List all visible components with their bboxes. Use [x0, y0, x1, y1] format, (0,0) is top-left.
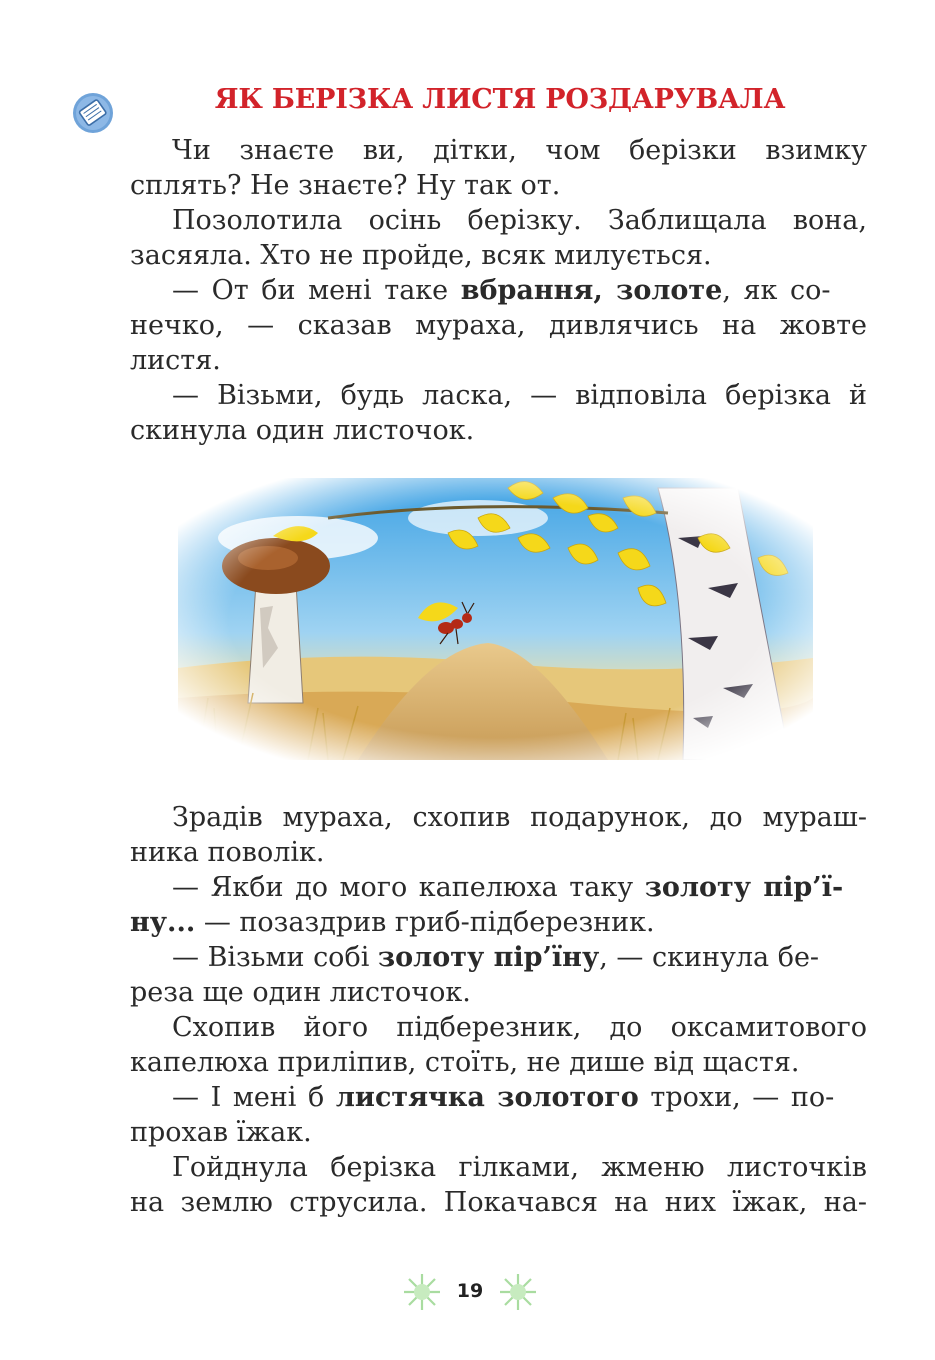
snowflake-right-icon — [498, 1272, 538, 1312]
paragraph-4: — Візьми, будь ласка, — відповіла берізка й скинула один листочок. — [130, 380, 867, 446]
page-footer — [400, 1268, 550, 1314]
paragraph-1: Чи знаєте ви, дітки, чом берізки взимку сплять? Не знаєте? Ну так от. — [130, 135, 867, 201]
story-title: ЯК БЕРІЗКА ЛИСТЯ РОЗДАРУВАЛА — [214, 84, 786, 115]
paragraph-6: — Якби до мого капелюха таку золоту пір’ї- ну... — позаздрив гриб-підберезник. — [130, 872, 844, 938]
paragraph-2: Позолотила осінь берізку. Заблищала вона, засяяла. Хто не пройде, всяк милується. — [130, 205, 867, 271]
page-number: 19 — [456, 1280, 484, 1302]
paragraph-9: — І мені б листячка золотого трохи, — по- прохав їжак. — [130, 1082, 835, 1148]
paragraph-3: — От би мені таке вбрання, золоте, як со- нечко, — сказав мураха, дивлячись на жовте листя. — [130, 275, 867, 376]
paragraph-10: Гойднула берізка гілками, жменю листочків на землю струсила. Покачався на них їжак, на- — [130, 1152, 867, 1218]
paragraph-7: — Візьми собі золоту пір’їну, — скинула бе- реза ще один листочок. — [130, 942, 820, 1008]
story-illustration — [178, 478, 813, 760]
paragraph-8: Схопив його підберезник, до оксамитового капелюха приліпив, стоїть, не дише від щастя. — [130, 1012, 867, 1078]
book-icon — [72, 92, 114, 134]
paragraph-5: Зрадів мураха, схопив подарунок, до мураш- ника поволік. — [130, 802, 867, 868]
